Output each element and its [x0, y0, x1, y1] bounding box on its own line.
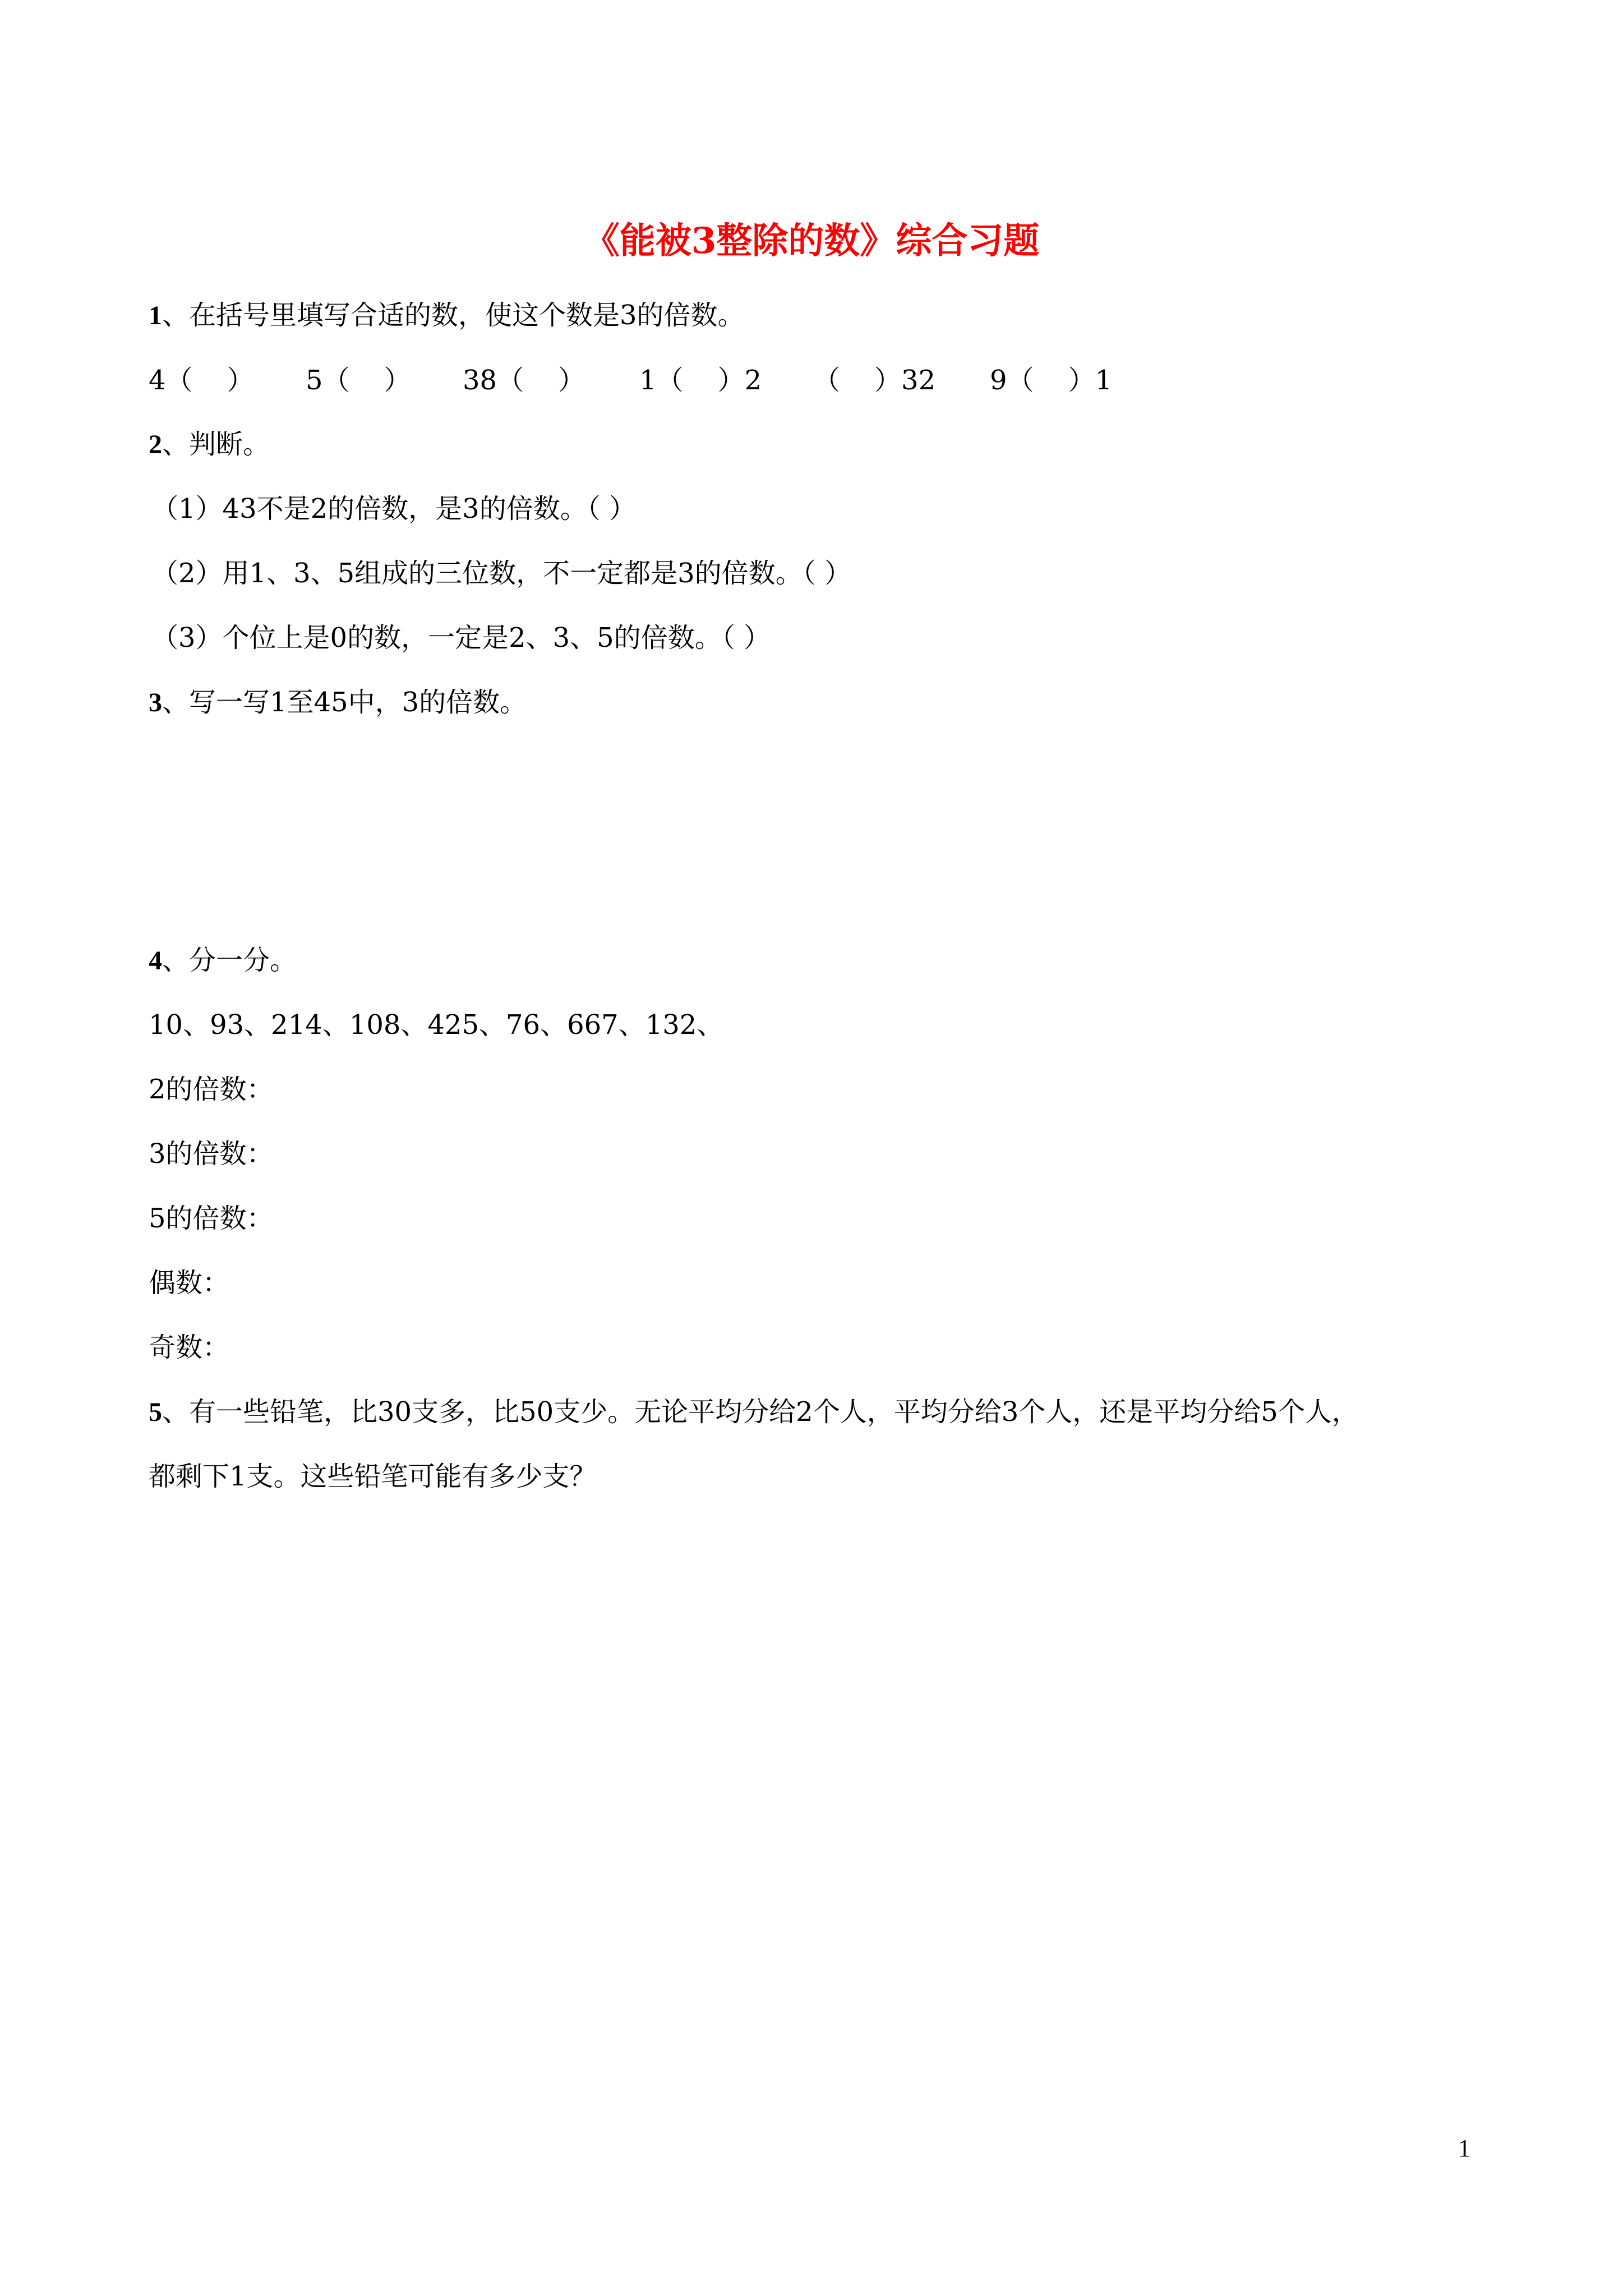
category-multiples-of-2: 2的倍数：: [149, 1074, 274, 1105]
question-3-number: 3: [149, 688, 162, 717]
fill-item-3: 38（ ）: [463, 365, 585, 396]
question-5: [149, 1392, 1359, 1432]
category-multiples-of-5: 5的倍数：: [149, 1203, 274, 1234]
judgement-item-3: （3）个位上是0的数，一定是2、3、5的倍数。（ ）: [151, 622, 771, 654]
question-4: [149, 941, 297, 981]
category-odd: 奇数：: [149, 1332, 230, 1363]
fill-item-6: 9（ ）1: [990, 365, 1113, 396]
question-2-number: 2: [149, 430, 162, 459]
fill-item-2: 5（ ）: [306, 365, 411, 396]
number-list: 10、93、214、108、425、76、667、132、: [149, 1009, 724, 1041]
fill-item-5: （ ）32: [813, 365, 936, 396]
page-number: 1: [1458, 2134, 1470, 2162]
question-1-number: 1: [149, 301, 162, 330]
question-4-text: 、分一分。: [162, 945, 297, 976]
category-multiples-of-3: 3的倍数：: [149, 1138, 274, 1170]
question-5-text-line-2: 都剩下1支。这些铅笔可能有多少支？: [149, 1461, 597, 1492]
question-3-text: 、写一写1至45中，3的倍数。: [162, 687, 527, 718]
question-1-items: [149, 361, 1495, 400]
question-4-number: 4: [149, 946, 162, 976]
fill-item-4: 1（ ）2: [639, 365, 762, 396]
question-5-text-line-1: 、有一些铅笔，比30支多，比50支少。无论平均分给2个人，平均分给3个人，还是平均分给5个人，: [162, 1396, 1359, 1428]
question-2-text: 、判断。: [162, 429, 270, 460]
page-title: 《能被3整除的数》综合习题: [583, 220, 1040, 262]
question-1-text: 、在括号里填写合适的数，使这个数是3的倍数。: [162, 300, 745, 331]
category-even: 偶数：: [149, 1267, 230, 1299]
fill-item-1: 4（ ）: [149, 365, 254, 396]
judgement-item-2: （2）用1、3、5组成的三位数，不一定都是3的倍数。（ ）: [151, 558, 851, 589]
question-1: [149, 296, 745, 335]
question-2: [149, 425, 270, 464]
judgement-item-1: （1）43不是2的倍数，是3的倍数。（ ）: [151, 493, 636, 524]
question-3: [149, 683, 527, 723]
question-5-number: 5: [149, 1397, 162, 1427]
